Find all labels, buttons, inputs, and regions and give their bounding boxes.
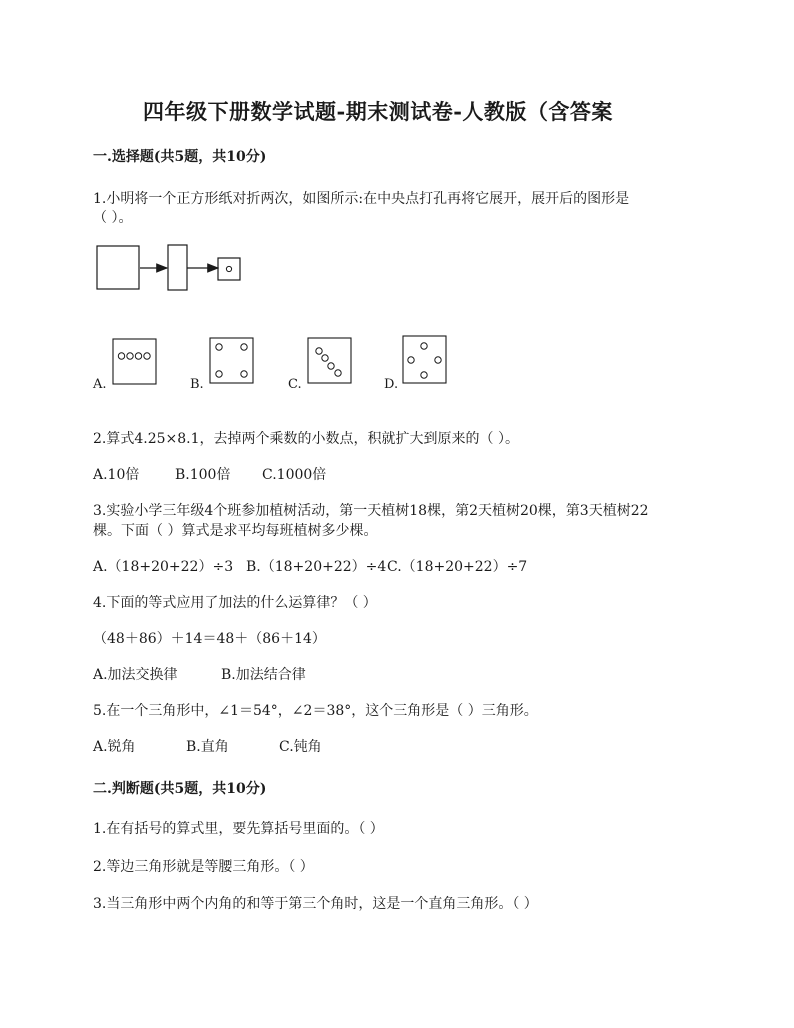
option-d-figure: [402, 335, 448, 385]
option-c-label[interactable]: C.: [288, 377, 302, 392]
q5-option-b[interactable]: B.直角: [186, 739, 229, 755]
question-3-line1: 3.实验小学三年级4个班参加植树活动，第一天植树18棵，第2天植树20棵，第3天植树22: [93, 503, 649, 519]
question-3-line2: 棵。下面（ ）算式是求平均每班植树多少棵。: [93, 523, 378, 539]
judgement-item-3: 3.当三角形中两个内角的和等于第三个角时，这是一个直角三角形。（ ）: [93, 896, 538, 912]
full-square: [97, 246, 139, 289]
judgement-item-1: 1.在有括号的算式里，要先算括号里面的。（ ）: [93, 821, 384, 837]
q4-option-b[interactable]: B.加法结合律: [221, 667, 306, 683]
section-heading-judgement: 二.判断题(共5题，共10分): [93, 781, 267, 797]
punched-hole: [226, 266, 231, 271]
question-1-line1: 1.小明将一个正方形纸对折两次，如图所示:在中央点打孔再将它展开，展开后的图形是: [93, 191, 630, 207]
q4-option-a[interactable]: A.加法交换律: [93, 667, 178, 683]
page-title: 四年级下册数学试题-期末测试卷-人教版（含答案: [143, 99, 613, 124]
judgement-item-2: 2.等边三角形就是等腰三角形。（ ）: [93, 859, 314, 875]
section-heading-choice: 一.选择题(共5题，共10分): [93, 149, 267, 165]
q3-option-c[interactable]: C.（18+20+22）÷7: [387, 559, 528, 575]
q5-option-a[interactable]: A.锐角: [93, 739, 136, 755]
q3-option-b[interactable]: B.（18+20+22）÷4: [246, 559, 387, 575]
q2-option-a[interactable]: A.10倍: [93, 467, 140, 483]
q2-option-b[interactable]: B.100倍: [175, 467, 231, 483]
question-5: 5.在一个三角形中，∠1＝54°，∠2＝38°，这个三角形是（ ）三角形。: [93, 703, 538, 719]
question-4-equation: （48＋86）＋14＝48＋（86＋14）: [93, 631, 326, 647]
option-b-label[interactable]: B.: [190, 377, 204, 392]
option-a-figure: [112, 338, 158, 386]
q3-option-a[interactable]: A.（18+20+22）÷3: [93, 559, 234, 575]
q2-option-c[interactable]: C.1000倍: [262, 467, 327, 483]
question-1-line2: （ ）。: [93, 210, 133, 226]
folded-small-square: [218, 258, 240, 280]
q5-option-c[interactable]: C.钝角: [279, 739, 322, 755]
question-2: 2.算式4.25×8.1，去掉两个乘数的小数点，积就扩大到原来的（ ）。: [93, 431, 519, 447]
question-4: 4.下面的等式应用了加法的什么运算律？（ ）: [93, 595, 377, 611]
folded-rectangle: [168, 245, 187, 290]
option-c-figure: [307, 337, 353, 385]
option-b-figure: [209, 337, 255, 385]
option-d-label[interactable]: D.: [384, 377, 399, 392]
option-a-label[interactable]: A.: [93, 377, 107, 392]
folding-diagram: [96, 243, 246, 291]
